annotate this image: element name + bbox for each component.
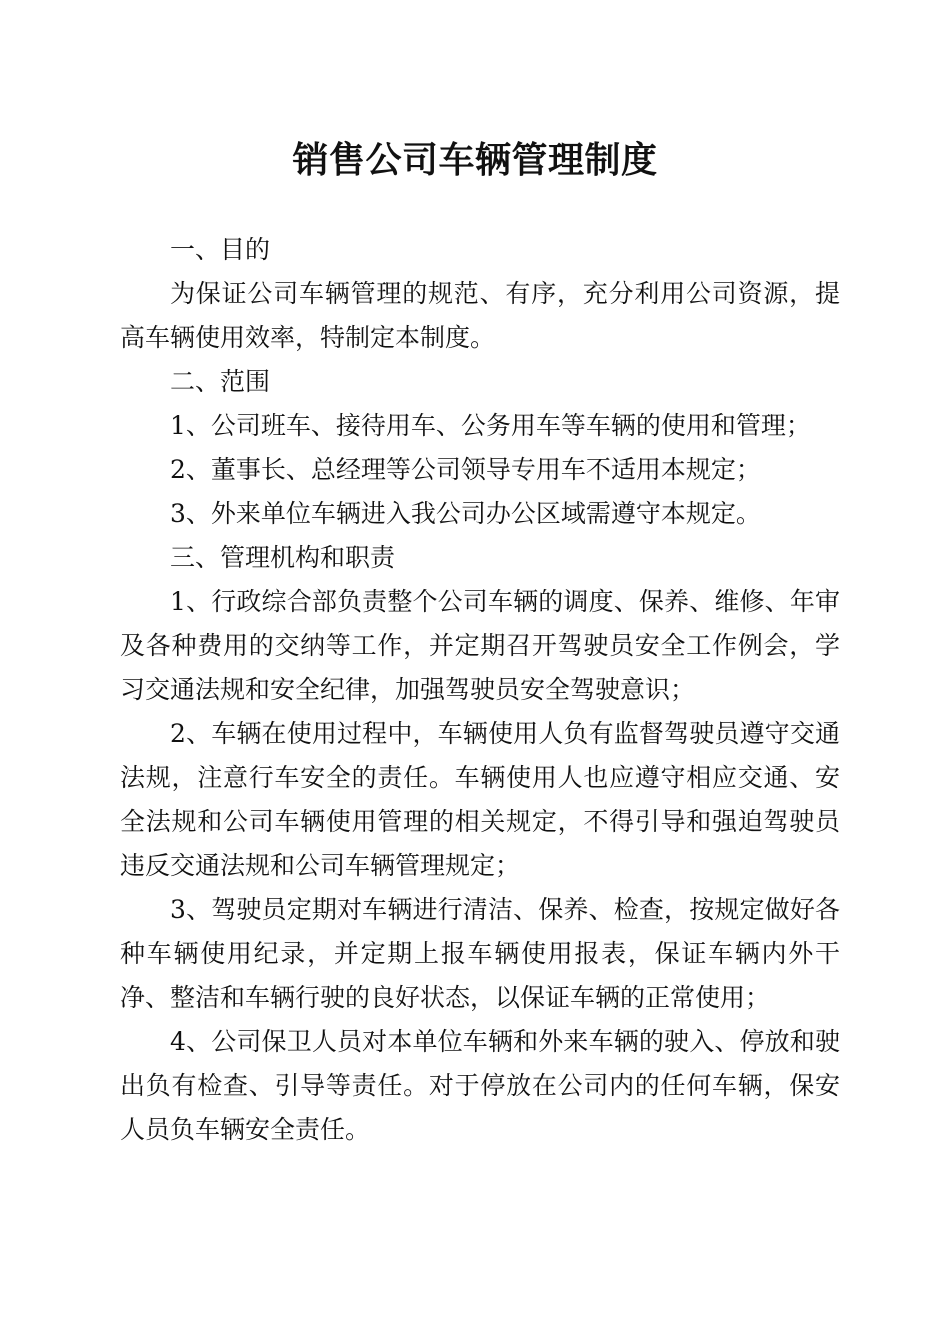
section-heading-purpose: 一、目的 <box>170 235 271 264</box>
paragraph: 3、外来单位车辆进入我公司办公区域需遵守本规定。 <box>170 499 761 528</box>
section-heading-organization: 三、管理机构和职责 <box>170 543 396 572</box>
paragraph: 2、董事长、总经理等公司领导专用车不适用本规定； <box>170 455 761 484</box>
paragraph: 4、公司保卫人员对本单位车辆和外来车辆的驶入、停放和驶出负有检查、引导等责任。对于停放在公司内的任何车辆，保安人员负车辆安全责任。 <box>120 1027 840 1144</box>
paragraph: 1、行政综合部负责整个公司车辆的调度、保养、维修、年审及各种费用的交纳等工作，并定期召开驾驶员安全工作例会，学习交通法规和安全纪律，加强驾驶员安全驾驶意识； <box>120 587 840 704</box>
document-title: 销售公司车辆管理制度 <box>292 139 658 181</box>
section-heading-scope: 二、范围 <box>170 367 271 396</box>
document-body <box>120 228 840 1152</box>
paragraph: 1、公司班车、接待用车、公务用车等车辆的使用和管理； <box>170 411 811 440</box>
paragraph: 2、车辆在使用过程中，车辆使用人负有监督驾驶员遵守交通法规，注意行车安全的责任。车辆使用人也应遵守相应交通、安全法规和公司车辆使用管理的相关规定，不得引导和强迫驾驶员违反交通法规和公司车辆管理规定； <box>120 719 840 880</box>
paragraph: 3、驾驶员定期对车辆进行清洁、保养、检查，按规定做好各种车辆使用纪录，并定期上报车辆使用报表，保证车辆内外干净、整洁和车辆行驶的良好状态，以保证车辆的正常使用； <box>120 895 840 1012</box>
paragraph: 为保证公司车辆管理的规范、有序，充分利用公司资源，提高车辆使用效率，特制定本制度。 <box>120 279 840 352</box>
